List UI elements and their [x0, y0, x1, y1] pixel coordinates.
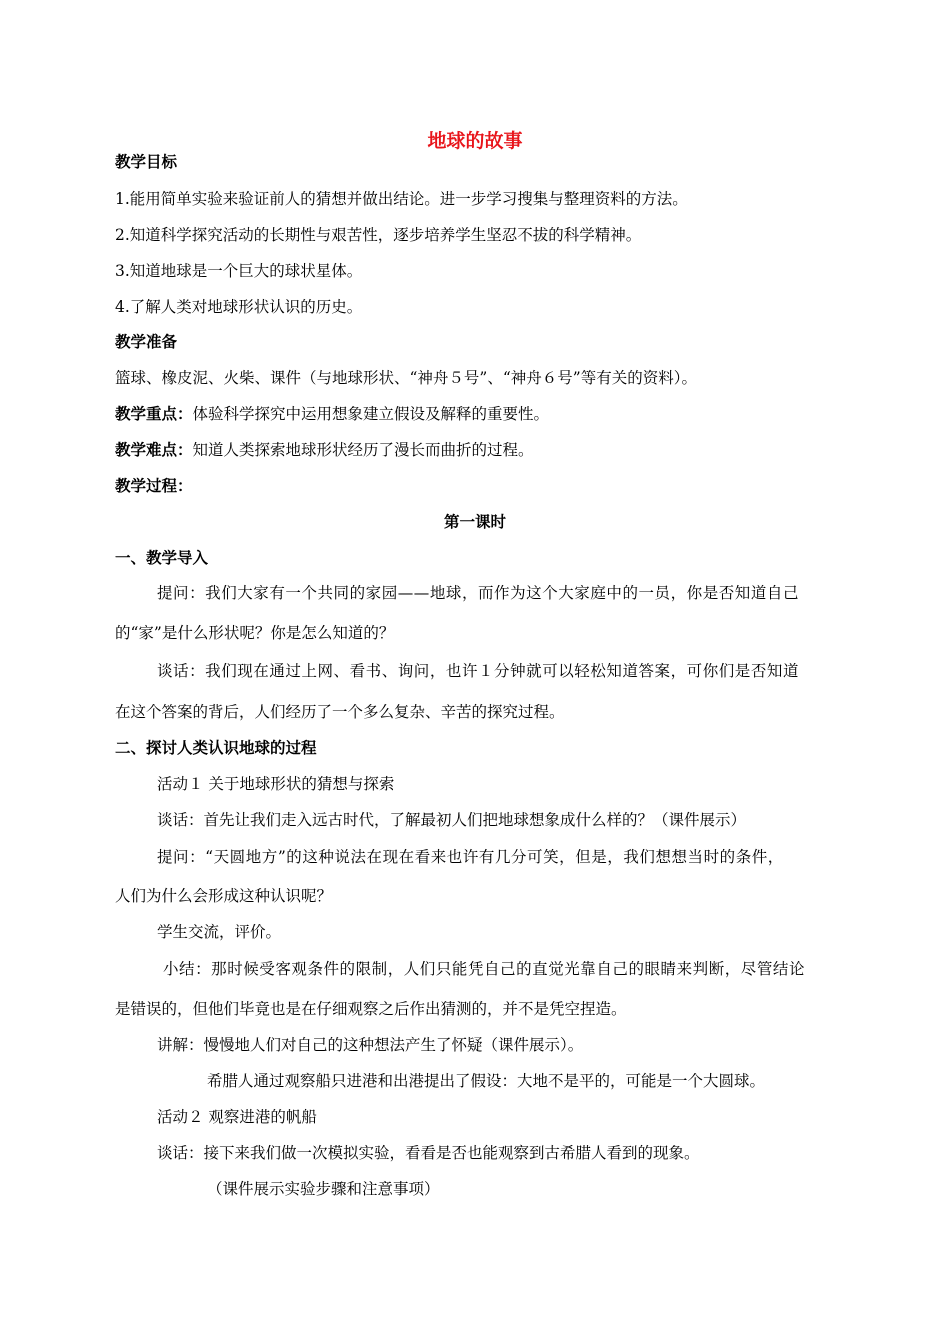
- goal-item: 1.能用简单实验来验证前人的猜想并做出结论。进一步学习搜集与整理资料的方法。: [115, 190, 688, 208]
- difficulty-line: [115, 440, 534, 460]
- paragraph-line: （课件展示实验步骤和注意事项）: [207, 1180, 440, 1198]
- paragraph-line: 是错误的，但他们毕竟也是在仔细观察之后作出猜测的，并不是凭空捏造。: [115, 1000, 627, 1018]
- section-heading-1: 一、教学导入: [115, 548, 209, 567]
- paragraph-line: 小结：那时候受客观条件的限制，人们只能凭自己的直觉光靠自己的眼睛来判断，尽管结论: [163, 960, 806, 978]
- activity-title: 活动１ 关于地球形状的猜想与探索: [157, 775, 395, 793]
- paragraph-line: 的“家”是什么形状呢？你是怎么知道的？: [115, 624, 395, 642]
- lesson-title: 第一课时: [443, 512, 506, 531]
- heading-goals: 教学目标: [115, 152, 178, 171]
- paragraph-line: 谈话：首先让我们走入远古时代，了解最初人们把地球想象成什么样的？（课件展示）: [157, 811, 747, 829]
- paragraph-line: 谈话：我们现在通过上网、看书、询问，也许１分钟就可以轻松知道答案，可你们是否知道: [157, 662, 800, 680]
- paragraph-line: 在这个答案的背后，人们经历了一个多么复杂、辛苦的探究过程。: [115, 703, 565, 721]
- page-title: 地球的故事: [427, 130, 523, 152]
- paragraph-line: 学生交流，评价。: [157, 923, 282, 941]
- paragraph-line: 谈话：接下来我们做一次模拟实验，看看是否也能观察到古希腊人看到的现象。: [157, 1144, 700, 1162]
- paragraph-line: 希腊人通过观察船只进港和出港提出了假设：大地不是平的，可能是一个大圆球。: [207, 1072, 766, 1090]
- paragraph-line: 讲解：慢慢地人们对自己的这种想法产生了怀疑（课件展示）。: [157, 1036, 584, 1054]
- paragraph-line: 提问：我们大家有一个共同的家园——地球，而作为这个大家庭中的一员，你是否知道自己: [157, 584, 800, 602]
- heading-prep: 教学准备: [115, 332, 178, 351]
- goal-item: 2.知道科学探究活动的长期性与艰苦性，逐步培养学生坚忍不拔的科学精神。: [115, 226, 642, 244]
- activity-title: 活动２ 观察进港的帆船: [157, 1108, 317, 1126]
- paragraph-line: 人们为什么会形成这种认识呢？: [115, 887, 333, 905]
- focus-text: 体验科学探究中运用想象建立假设及解释的重要性。: [192, 405, 550, 423]
- prep-text: 篮球、橡皮泥、火柴、课件（与地球形状、“神舟５号”、“神舟６号”等有关的资料）。: [115, 369, 697, 387]
- section-heading-2: 二、探讨人类认识地球的过程: [115, 738, 317, 757]
- focus-label: 教学重点：: [115, 404, 193, 423]
- goal-item: 3.知道地球是一个巨大的球状星体。: [115, 262, 363, 280]
- goal-item: 4.了解人类对地球形状认识的历史。: [115, 298, 363, 316]
- paragraph-line: 提问：“天圆地方”的这种说法在现在看来也许有几分可笑，但是，我们想想当时的条件，: [157, 848, 784, 866]
- difficulty-text: 知道人类探索地球形状经历了漫长而曲折的过程。: [192, 441, 534, 459]
- heading-process: 教学过程：: [115, 476, 193, 495]
- difficulty-label: 教学难点：: [115, 440, 193, 459]
- focus-line: [115, 404, 549, 424]
